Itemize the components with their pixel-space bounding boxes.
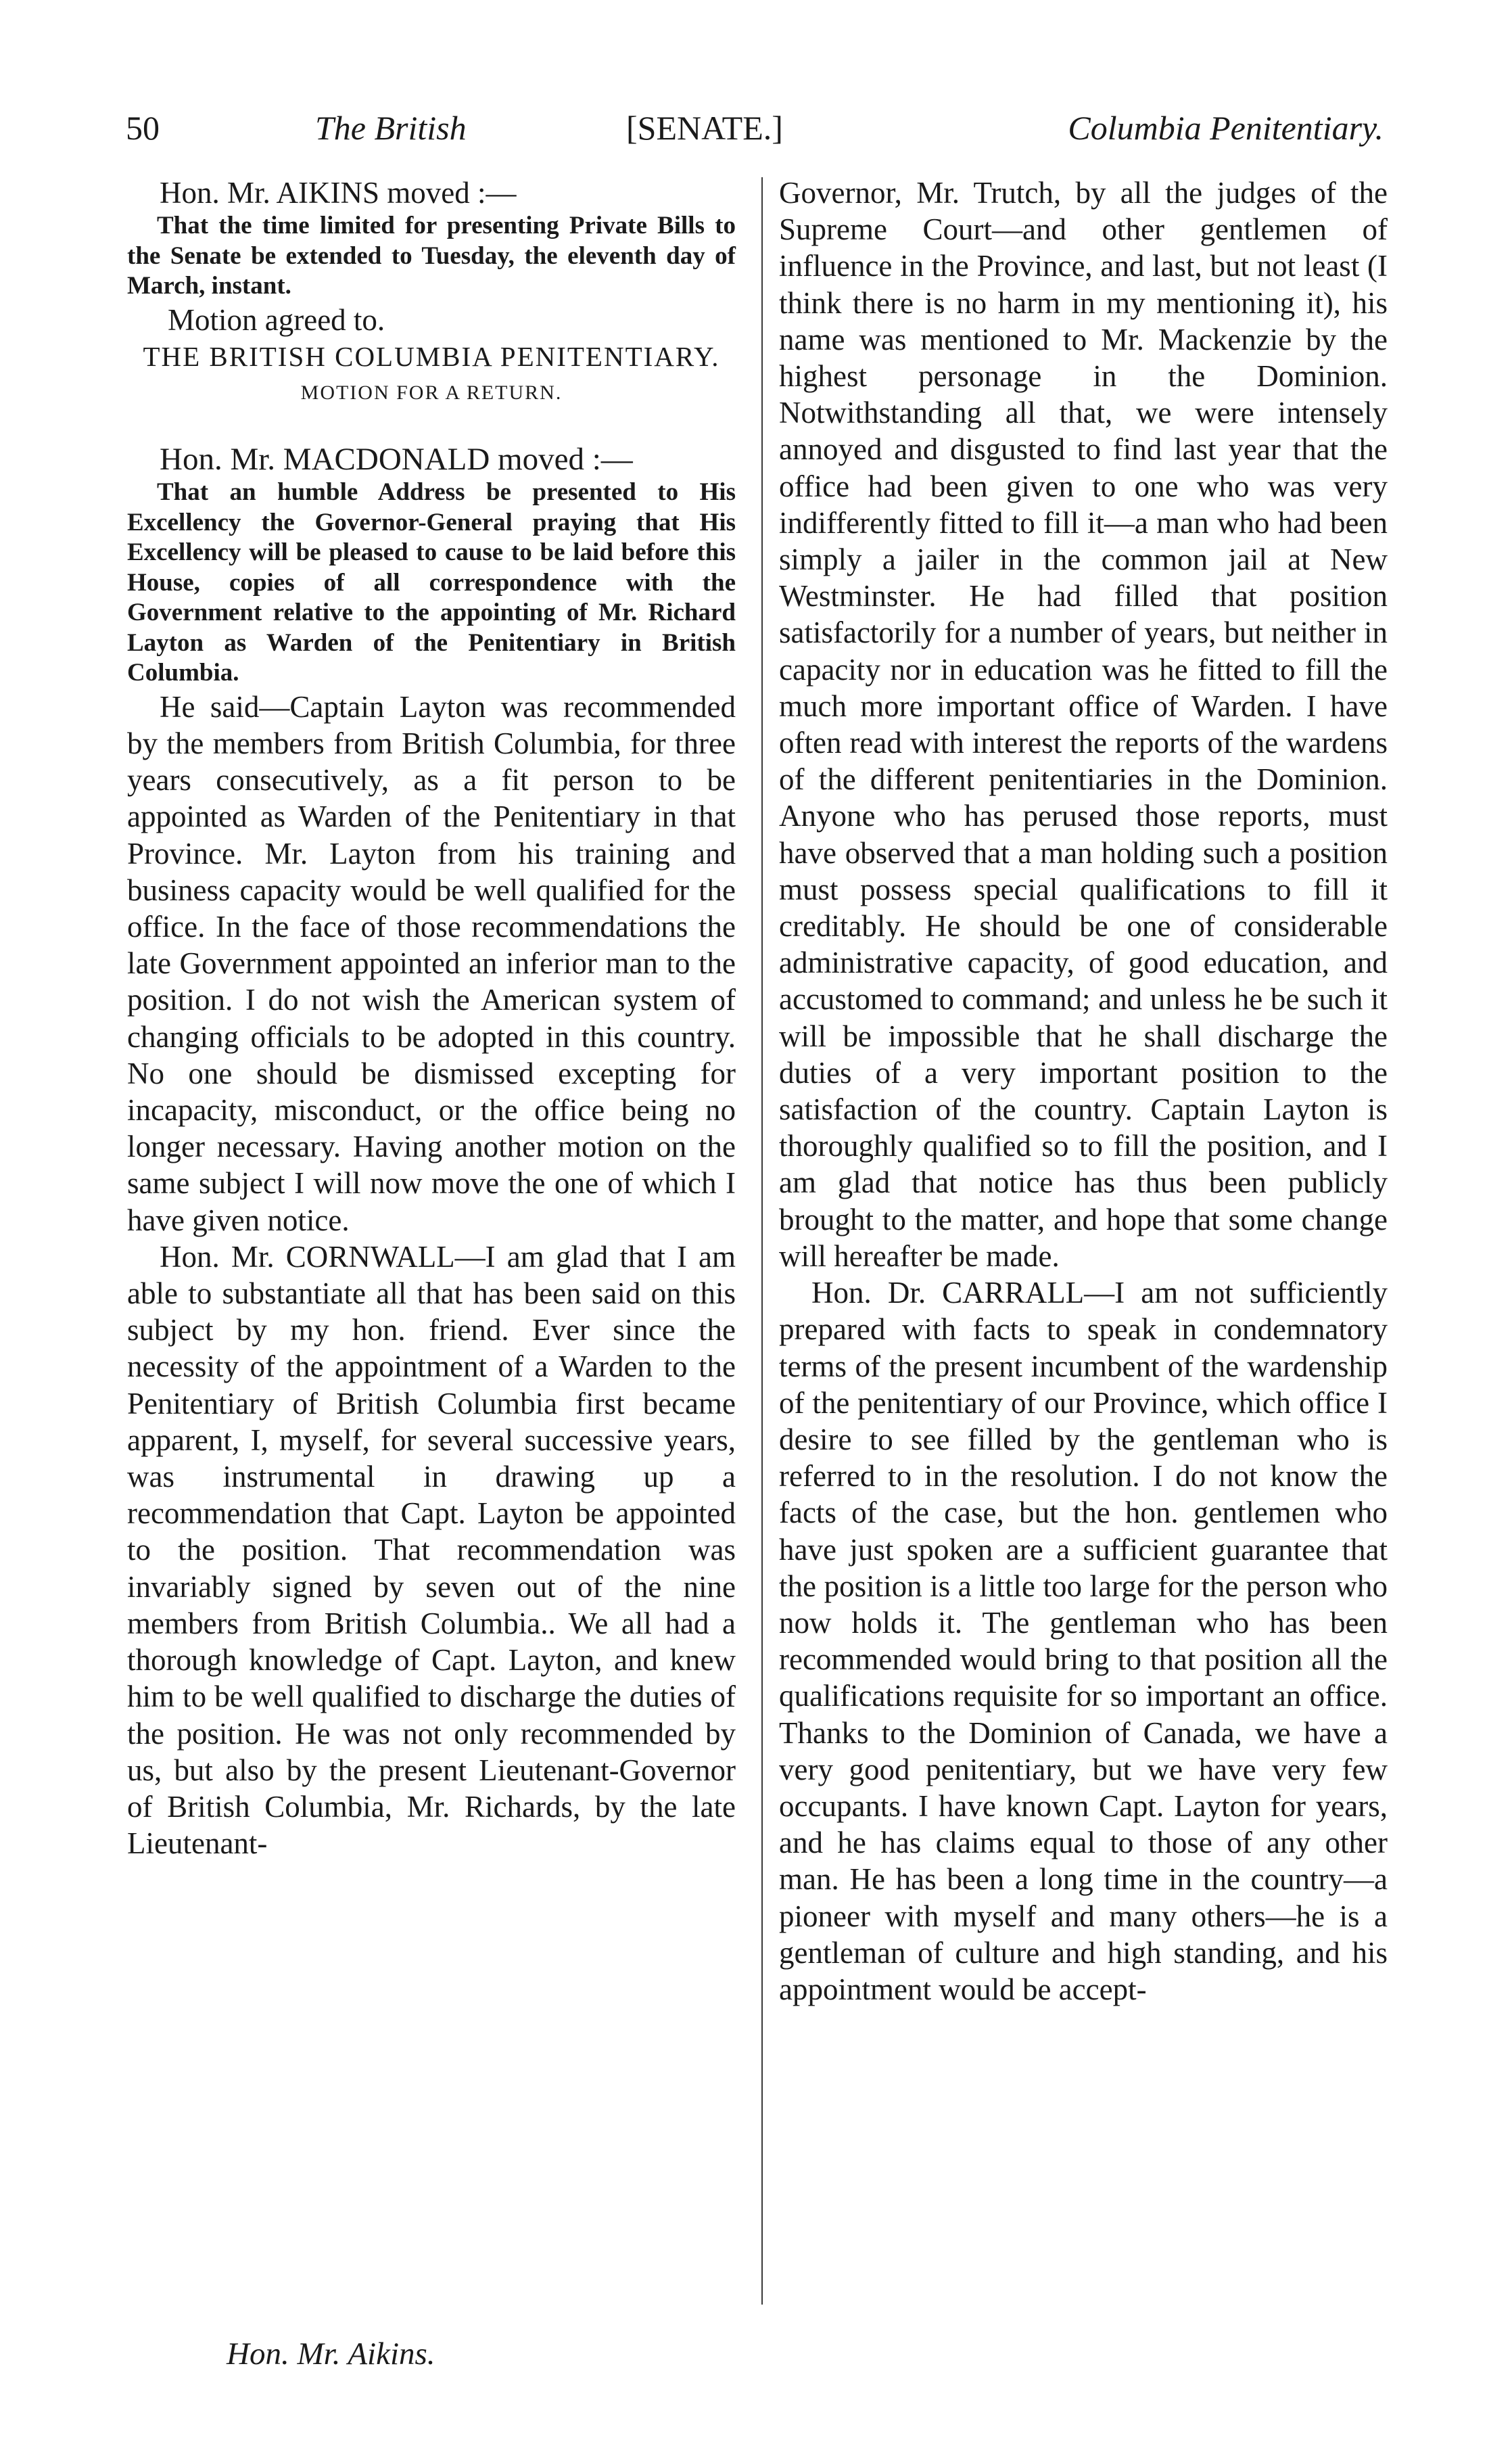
cornwall-speech: Hon. Mr. CORNWALL—I am glad that I am able to substantiate all that has been said on this subject by my hon. friend. Ever since the necessity of the appointment of a Warden to the Penitentiary of British Columbia first became apparent, I, myself, for several successive years, was instrumental in drawing up a recommendation that Capt. Layton be appointed to the position. That recommendation was invariably signed by seven out of the nine members from British Columbia.. We all had a thorough knowledge of Capt. Layton, and knew him to be well qualified to discharge the duties of the position. He was not only recommended by us, but also by the present Lieutenant-Governor of British Columbia, Mr. Richards, by the late Lieutenant-	[127, 1239, 736, 1861]
column-divider	[761, 177, 763, 2305]
section-subtitle: MOTION FOR A RETURN.	[300, 381, 563, 404]
aikins-motion-intro: Hon. Mr. AIKINS moved :—	[160, 176, 517, 210]
cornwall-speech-continued: Governor, Mr. Trutch, by all the judges of the Supreme Court—and other gentlemen of influence in the Province, and last, but not least (I think there is no harm in my mentioning it), his name was mentioned to Mr. Mackenzie by the highest personage in the Dominion. Notwithstanding all that, we were intensely annoyed and disgusted to find last year that the office had been given to one who was very indifferently fitted to fill it—a man who had been simply a jailer in the common jail at New Westminster. He had filled that position satisfactorily for a number of years, but neither in capacity nor in education was he fitted to fill the much more important office of Warden. I have often read with interest the reports of the wardens of the different penitentiaries in the Dominion. Anyone who has perused those reports, must have observed that a man holding such a position must possess special qualifications to fill it creditably. He should be one of considerable administrative capacity, of good education, and accustomed to command; and unless he be such it will be impossible that he shall discharge the duties of a very important position to the satisfaction of the country. Captain Layton is thoroughly qualified so to fill the position, and I am glad that notice has thus been publicly brought to the matter, and hope that some change will hereafter be made.	[779, 176, 1388, 1273]
catchword: Hon. Mr. Aikins.	[227, 2336, 435, 2372]
macdonald-motion-intro: Hon. Mr. MACDONALD moved :—	[160, 442, 633, 478]
running-title-right: Columbia Penitentiary.	[1068, 109, 1384, 147]
running-title-center: [SENATE.]	[626, 109, 783, 147]
motion-result: Motion agreed to.	[168, 302, 385, 337]
left-column	[127, 175, 736, 1862]
carrall-speech: Hon. Dr. CARRALL—I am not sufficiently prepared with facts to speak in condemnatory terms of the present incumbent of the wardenship of the penitentiary of our Province, which office I desire to see filled by the gentleman who is referred to in the resolution. I do not know the facts of the case, but the hon. gentlemen who have just spoken are a sufficient guarantee that the position is a little too large for the person who now holds it. The gentleman who has been recommended would bring to that position all the qualifications requisite for so important an office. Thanks to the Dominion of Canada, we have a very good penitentiary, but we have very few occupants. I have known Capt. Layton for years, and he has claims equal to those of any other man. He has been a long time in the country—a pioneer with myself and many others—he is a gentleman of culture and high standing, and his appointment would be accept-	[779, 1276, 1388, 2006]
macdonald-motion-text: That an humble Address be presented to His Excellency the Governor-General praying that His Excellency will be pleased to cause to be laid before this House, copies of all correspondence with the Government relative to the appointing of Mr. Richard Layton as Warden of the Penitentiary in British Columbia.	[127, 478, 736, 687]
page-header	[126, 108, 1384, 169]
right-column	[779, 175, 1388, 2008]
section-title: THE BRITISH COLUMBIA PENITENTIARY.	[143, 340, 720, 372]
aikins-motion-text: That the time limited for presenting Private Bills to the Senate be extended to Tuesday, the eleventh day of March, instant.	[127, 212, 736, 300]
page-number: 50	[126, 109, 160, 147]
macdonald-speech: He said—Captain Layton was recommended by the members from British Columbia, for three years consecutively, as a fit person to be appointed as Warden of the Penitentiary in that Province. Mr. Layton from his training and business capacity would be well qualified for the office. In the face of those recommendations the late Government appointed an inferior man to the position. I do not wish the American system of changing officials to be adopted in this country. No one should be dismissed excepting for incapacity, misconduct, or the office being no longer necessary. Having another motion on the same subject I will now move the one of which I have given notice.	[127, 689, 736, 1237]
running-title-left: The British	[315, 109, 467, 147]
